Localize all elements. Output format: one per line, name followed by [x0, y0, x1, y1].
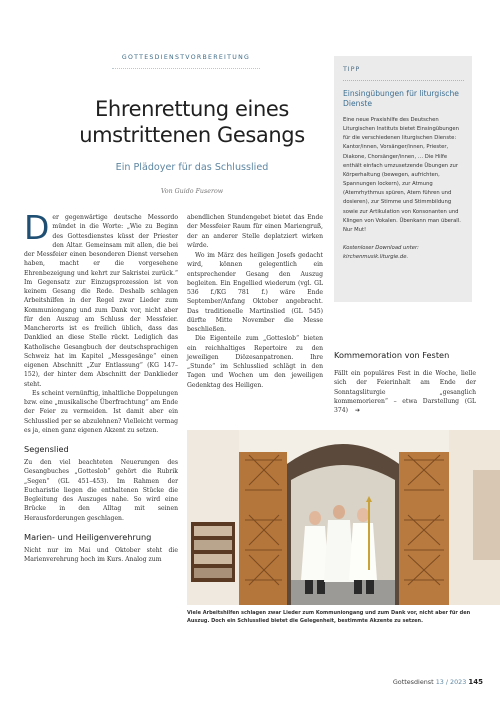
kommemoration-text	[334, 369, 476, 415]
kommemoration-body: Fällt ein populäres Fest in die Woche, lielle sich der Feierinhalt am Ende der Sonntagsliturgie „gesanglich kommemorieren“ – etwa Darstellung (GL 374)	[334, 370, 476, 414]
article-title-line-1: Ehrenrettung eines	[95, 97, 289, 121]
kicker-divider	[112, 68, 260, 69]
intro-text: er gegenwärtige deutsche Messordo mündet in die Worte: „Wie zu Beginn des Gottesdienstes küsst der Priester den Altar. Gemeinsam mit allen, die bei der Messfeier einen besonderen Dienst versehen haben, macht er die vorgesehene Ehrenbezeigung und kehrt zur Sakristei zurück.“ Im Gegensatz zur Einzugsprozession ist von keinem Gesang die Rede. Deshalb schlagen Arbeitshilfen in der Regel zwar Lieder zum Kommuniongang und zum Dank vor, nicht aber für den Auszug am Schluss der Messfeier. Mancherorts ist es freilich üblich, dass das Danklied an diese Stelle rückt. Lediglich das Katholische Gesangbuch der deutschsprachigen Schweiz hat im Kapitel „Messgesänge“ einen eigenen Abschnitt „Zur Entlassung“ (KG 147–152), der hinter dem Abschnitt der Danklieder steht.	[24, 214, 178, 388]
subheading-marien: Marien- und Heiligenverehrung	[24, 531, 152, 542]
tipp-label: TIPP	[343, 65, 361, 73]
paragraph: Nicht nur im Mai und Oktober steht die Marienverehrung hoch im Kurs. Analog zum	[24, 546, 178, 563]
article-title-line-2: umstrittenen Gesangs	[79, 123, 305, 147]
text-column-2	[187, 213, 323, 390]
tipp-box	[334, 56, 472, 302]
article-byline: Von Guido Fuserow	[160, 188, 224, 195]
drop-cap: D	[24, 208, 50, 247]
text-column-1	[24, 208, 178, 564]
tipp-body: Eine neue Praxishilfe des Deutschen Liturgischen Instituts bietet Einsingübungen für die verschiedenen liturgischen Dienste: Kantor/innen, Vorsänger/innen, Priester, Diakone, Chorsänger/innen, … Die Hilfe enthält einfach umzusetzende Übungen zur Körperhaltung (bewegen, aufrichten, Spannungen lockern), zur Atmung (Atemrhythmus spüren, Atem führen und dosieren), zur Stimme und Stimmbildung sowie zur Artikulation von Konsonanten und Klingen von Vokalen. Übenkann man überall. Nur Mut!	[343, 117, 461, 233]
paragraph: abendlichen Stundengebet bietet das Ende der Messfeier Raum für einen Mariengruß, der an anderer Stelle deplatziert wirken würde.	[187, 214, 323, 249]
page-footer	[393, 678, 483, 686]
photo-caption: Viele Arbeitshilfen schlagen zwar Lieder zum Kommuniongang und zum Dank vor, nicht aber für den Auszug. Doch ein Schlusslied bietet die Gelegenheit, bestimmte Akzente zu setzen.	[187, 610, 471, 624]
section-kicker: GOTTESDIENSTVORBEREITUNG	[121, 54, 251, 61]
tipp-divider	[343, 80, 464, 81]
tipp-download-note: Kostenloser Download unter: kirchenmusik.liturgie.de.	[343, 245, 419, 261]
intro-paragraph	[24, 208, 178, 389]
church-procession-photo	[187, 430, 500, 605]
paragraph: Die Eigenteile zum „Gotteslob“ bieten ein reichhaltiges Repertoire zu den jeweiligen Diözesanpatronen. Ihre „Stunde“ im Schlusslied schlägt in den Tagen und Wochen um den jeweiligen Gedenktag des Heiligen.	[187, 335, 323, 389]
subheading-kommemoration: Kommemoration von Festen	[334, 350, 450, 360]
paragraph: Wo im März des heiligen Josefs gedacht wird, können gelegentlich ein entsprechender Gesang den Auszug begleiten. Ein Engellied wiederum (vgl. GL 536 f./KG 781 f.) wäre Ende September/Anfang Oktober angebracht. Das traditionelle Martinslied (GL 545) dürfte Mitte November die Messe beschließen.	[187, 252, 323, 333]
photo-illustration	[187, 430, 500, 605]
paragraph: Es scheint vernünftig, inhaltliche Doppelungen bzw. eine „musikalische Überfrachtung“ am Ende der Feier zu vermeiden. Ist damit aber ein Schlusslied per se abzulehnen? Vielleicht vermag es ja, einen ganz eigenen Akzent zu setzen.	[24, 389, 178, 434]
issue-number: 13 / 2023	[435, 678, 467, 686]
paragraph: Zu den viel beachteten Neuerungen des Gesangbuches „Gotteslob“ gehört die Rubrik „Segen“ (GL 451–453). Im Rahmen der Eucharistie liegen die enthaltenen Stücke die Begleitung des Auszuges nahe. So wird eine Brücke in den Alltag mit seinen Herausforderungen geschlagen.	[24, 459, 178, 522]
tipp-title: Einsingübungen für liturgische Dienste	[343, 89, 459, 108]
page-number: 145	[468, 678, 483, 686]
article-title	[70, 96, 314, 148]
continue-arrow-icon: ➔	[354, 407, 361, 414]
kommemoration-section	[334, 350, 476, 415]
magazine-name: Gottesdienst	[392, 678, 434, 686]
subheading-segenslied: Segenslied	[24, 444, 69, 454]
article-subtitle: Ein Plädoyer für das Schlusslied	[115, 162, 269, 173]
